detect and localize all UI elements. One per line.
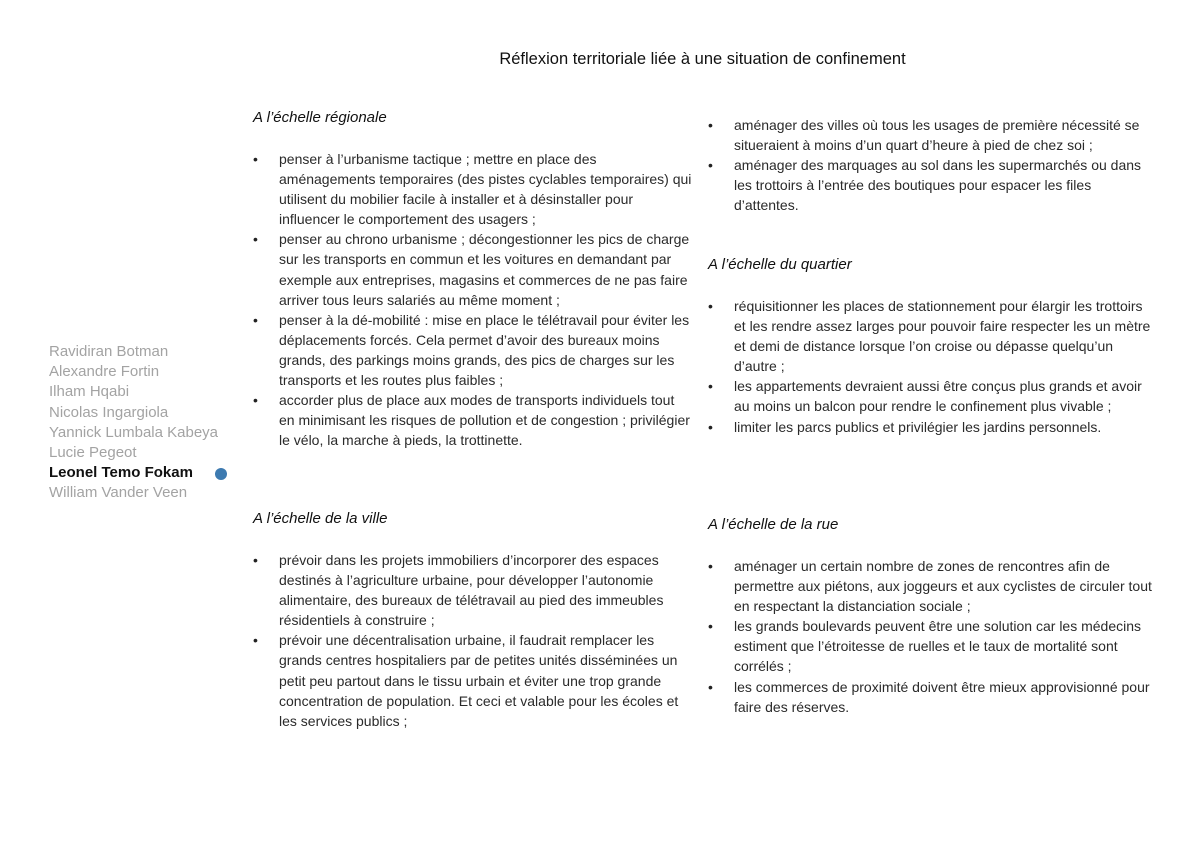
author-item: Ravidiran Botman <box>49 343 169 360</box>
bullet-list <box>708 556 1153 717</box>
author-name: Leonel Temo Fokam <box>49 464 193 482</box>
list-item: • limiter les parcs publics et privilégier les jardins personnels. <box>708 417 1153 437</box>
list-item: • penser à la dé-mobilité : mise en place le télétravail pour éviter les déplacements forcés. Cela permet d’avoir des bureaux moins grands, des parkings moins grands, des pics de charges sur les transports et les routes plus faibles ; <box>253 310 693 390</box>
bullet-list <box>708 115 1153 215</box>
list-item: • prévoir une décentralisation urbaine, il faudrait remplacer les grands centres hospitaliers par de petites unités disséminées un petit peu partout dans le tissu urbain et éviter une trop grande concentration de population. Et ceci et valable pour les écoles et les services publics ; <box>253 630 693 730</box>
page-title: Réflexion territoriale liée à une situation de confinement <box>499 50 906 68</box>
section-ville-continued <box>708 115 1153 215</box>
list-item: • penser à l’urbanisme tactique ; mettre en place des aménagements temporaires (des pistes cyclables temporaires) qui utilisent du mobilier facile à installer et à désinstaller pour influencer le comportement des usagers ; <box>253 149 693 229</box>
section-regional <box>253 108 693 450</box>
section-heading: A l’échelle régionale <box>253 109 387 126</box>
list-item: • les grands boulevards peuvent être une solution car les médecins estiment que l’étroitesse de ruelles et le taux de mortalité sont corrélés ; <box>708 616 1153 676</box>
list-item: • penser au chrono urbanisme ; décongestionner les pics de charge sur les transports en commun et les voitures en demandant par exemple aux entreprises, magasins et commerces de ne pas faire arriver tous leurs salariés au même moment ; <box>253 229 693 309</box>
bullet-list <box>253 149 693 450</box>
section-heading: A l’échelle de la ville <box>253 510 388 527</box>
section-ville <box>253 509 693 731</box>
author-list <box>49 342 218 504</box>
list-item: • aménager un certain nombre de zones de rencontres afin de permettre aux piétons, aux joggeurs et aux cyclistes de circuler tout en respectant la distanciation sociale ; <box>708 556 1153 616</box>
list-item: • les commerces de proximité doivent être mieux approvisionné pour faire des réserves. <box>708 677 1153 717</box>
author-item-active <box>49 463 218 483</box>
section-heading: A l’échelle du quartier <box>708 256 852 273</box>
bullet-list <box>253 550 693 731</box>
bullet-list <box>708 296 1153 437</box>
author-item: Alexandre Fortin <box>49 363 160 381</box>
section-heading: A l’échelle de la rue <box>708 516 839 533</box>
author-item: William Vander Veen <box>49 484 188 502</box>
author-item: Ilham Hqabi <box>49 383 130 401</box>
list-item: • réquisitionner les places de stationnement pour élargir les trottoirs et les rendre assez larges pour pouvoir faire respecter les un mètre et demi de distance lorsque l’on croise ou dépasse quelqu’un d’autre ; <box>708 296 1153 376</box>
author-item: Lucie Pegeot <box>49 444 137 462</box>
list-item: • aménager des villes où tous les usages de première nécessité se situeraient à moins d’un quart d’heure à pied de chez soi ; <box>708 115 1153 155</box>
list-item: • prévoir dans les projets immobiliers d’incorporer des espaces destinés à l’agriculture urbaine, pour développer l’autonomie alimentaire, des bureaux de télétravail au pied des immeubles résidentiels à construire ; <box>253 550 693 630</box>
author-item: Nicolas Ingargiola <box>49 403 169 421</box>
section-rue <box>708 515 1153 717</box>
list-item: • les appartements devraient aussi être conçus plus grands et avoir au moins un balcon pour rendre le confinement plus vivable ; <box>708 376 1153 416</box>
list-item: • aménager des marquages au sol dans les supermarchés ou dans les trottoirs à l’entrée des boutiques pour espacer les files d’attentes. <box>708 155 1153 215</box>
active-author-dot-icon <box>215 468 227 480</box>
author-item: Yannick Lumbala Kabeya <box>49 423 218 441</box>
list-item: • accorder plus de place aux modes de transports individuels tout en minimisant les risques de pollution et de congestion ; privilégier le vélo, la marche à pieds, la trottinette. <box>253 390 693 450</box>
section-quartier <box>708 255 1153 437</box>
